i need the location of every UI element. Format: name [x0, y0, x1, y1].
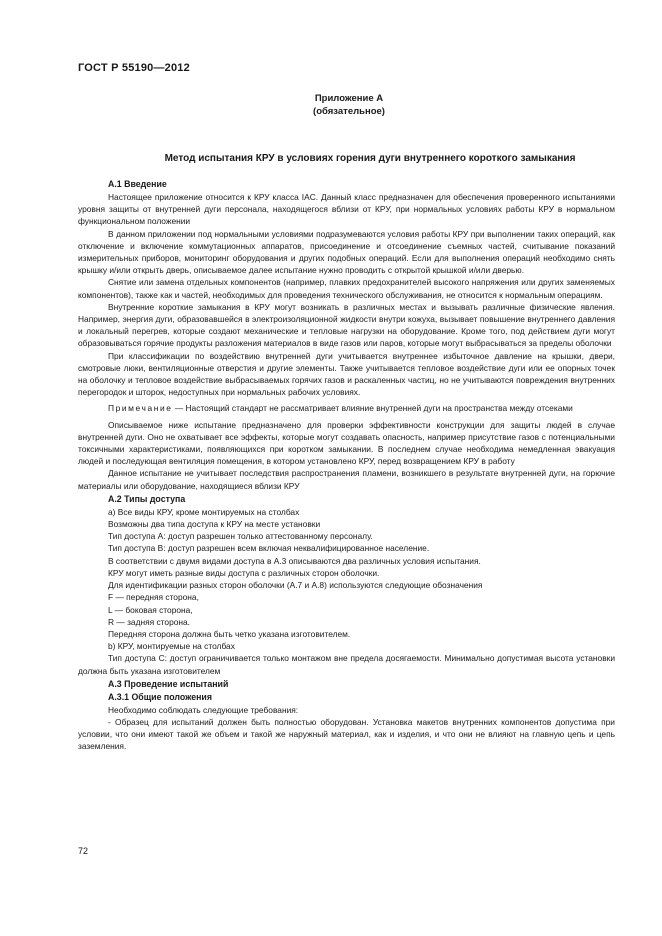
list-item: R — задняя сторона. [108, 616, 190, 627]
paragraph: Описываемое ниже испытание предназначено для проверки эффективности конструкции для защиты людей в случае внутренней дуги. Оно не охватывает все эффекты, которые могут создавать опасность, например присутствие газов с потенциальными токсичными характеристиками, появляющихся при коротком замыкании. В последнем случае необходима немедленная эвакуация людей и последующая вентиляция помещения, в котором установлено КРУ, перед возвращением КРУ в работу [78, 419, 615, 467]
paragraph: - Образец для испытаний должен быть полностью оборудован. Установка макетов внутренних компонентов допустима при условии, что они имеют такой же объем и такой же наружный материал, как и изделия, и что они не влияют на главную цепь и цепь заземления. [78, 716, 615, 752]
appendix-label: Приложение А [314, 93, 384, 104]
note-text: — Настоящий стандарт не рассматривает влияние внутренней дуги на пространства между отсеками [172, 403, 573, 414]
page-number: 72 [78, 846, 89, 856]
list-item: Тип доступа В: доступ разрешен всем включая неквалифицированное население. [108, 543, 430, 554]
list-item: а) Все виды КРУ, кроме монтируемых на столбах [108, 506, 300, 517]
note-paragraph [78, 402, 615, 414]
paragraph: Снятие или замена отдельных компонентов (например, плавких предохранителей высокого напряжения или других заменяемых компонентов), также как и частей, необходимых для проведения технического обслуживания, не относится к нормальным операциям. [78, 277, 615, 300]
list-item: Для идентификации разных сторон оболочки (А.7 и А.8) используются следующие обозначения [108, 580, 483, 591]
list-item: Передняя сторона должна быть четко указана изготовителем. [108, 628, 351, 639]
list-item: В соответствии с двумя видами доступа в А.3 описываются два различных условия испытания. [108, 555, 481, 566]
document-title: Метод испытания КРУ в условиях горения дуги внутреннего короткого замыкания [164, 153, 576, 164]
document-body [78, 178, 615, 753]
list-item: F — передняя сторона, [108, 592, 199, 603]
section-heading-a3: А.3 Проведение испытаний [108, 678, 229, 689]
section-heading-a2: А.2 Типы доступа [108, 493, 186, 504]
list-item: L — боковая сторона, [108, 604, 193, 615]
list-item: Возможны два типа доступа к КРУ на месте установки [108, 519, 321, 530]
paragraph: Внутренние короткие замыкания в КРУ могут возникать в различных местах и вызывать различные физические явления. Например, энергия дуги, образовавшейся в электроизоляционной жидкости внутри кожуха, вызывает повышение внутреннего давления и локальный перегрев, которые создают механические и тепловые нагрузки на оборудование. Кроме того, под действием дуги могут образовываться горячие продукты разложения материалов в виде газов или паров, которые могут выбрасываться за пределы оболочки [78, 301, 615, 349]
paragraph: Тип доступа С: доступ ограничивается только монтажом вне предела досягаемости. Минимально допустимая высота установки должна быть указана изготовителем [78, 653, 615, 676]
paragraph: Данное испытание не учитывает последствия распространения пламени, возникшего в результате внутренней дуги, на горючие материалы или оборудование, находящиеся вблизи КРУ [78, 468, 615, 491]
paragraph: Необходимо соблюдать следующие требования: [108, 704, 299, 715]
standard-header: ГОСТ Р 55190—2012 [78, 62, 190, 74]
paragraph: Настоящее приложение относится к КРУ класса IAC. Данный класс предназначен для обеспечения проверенного испытаниями уровня защиты от внутренней дуги персонала, находящегося вблизи от КРУ, при нормальных условиях работы КРУ в нормальном функциональном положении [78, 192, 615, 227]
section-heading-a1: А.1 Введение [108, 179, 167, 189]
paragraph: При классификации по воздействию внутренней дуги учитывается внутреннее избыточное давление на крышки, двери, смотровые люки, вентиляционные отверстия и другие элементы. Также учитывается тепловое воздействие дуги или ее опорных точек на оболочку и тепловое воздействие выбрасываемых горячих газов и раскаленных частиц, но не учитываются повреждения внутренних перегородок и шторок, недоступных при нормальных рабочих условиях. [78, 350, 615, 398]
list-item: КРУ могут иметь разные виды доступа с различных сторон оболочки. [108, 567, 380, 578]
subsection-heading-a31: А.3.1 Общие положения [108, 691, 212, 702]
appendix-status: (обязательное) [313, 106, 385, 117]
list-item: Тип доступа А: доступ разрешен только аттестованному персоналу. [108, 531, 373, 542]
note-label: Примечание [108, 403, 173, 414]
appendix-heading [0, 92, 662, 118]
paragraph: В данном приложении под нормальными условиями подразумеваются условия работы КРУ при выполнении таких операций, как отключение и включение коммутационных аппаратов, присоединение и отсоединение съемных частей, считывание показаний измерительных приборов, мониторинг оборудования и других подобных операций. Если для выполнения операций необходимо снять крышку и/или открыть дверь, описываемое далее испытание нужно проводить с открытой крышкой и/или дверью. [78, 228, 615, 276]
list-item: b) КРУ, монтируемые на столбах [108, 641, 235, 652]
